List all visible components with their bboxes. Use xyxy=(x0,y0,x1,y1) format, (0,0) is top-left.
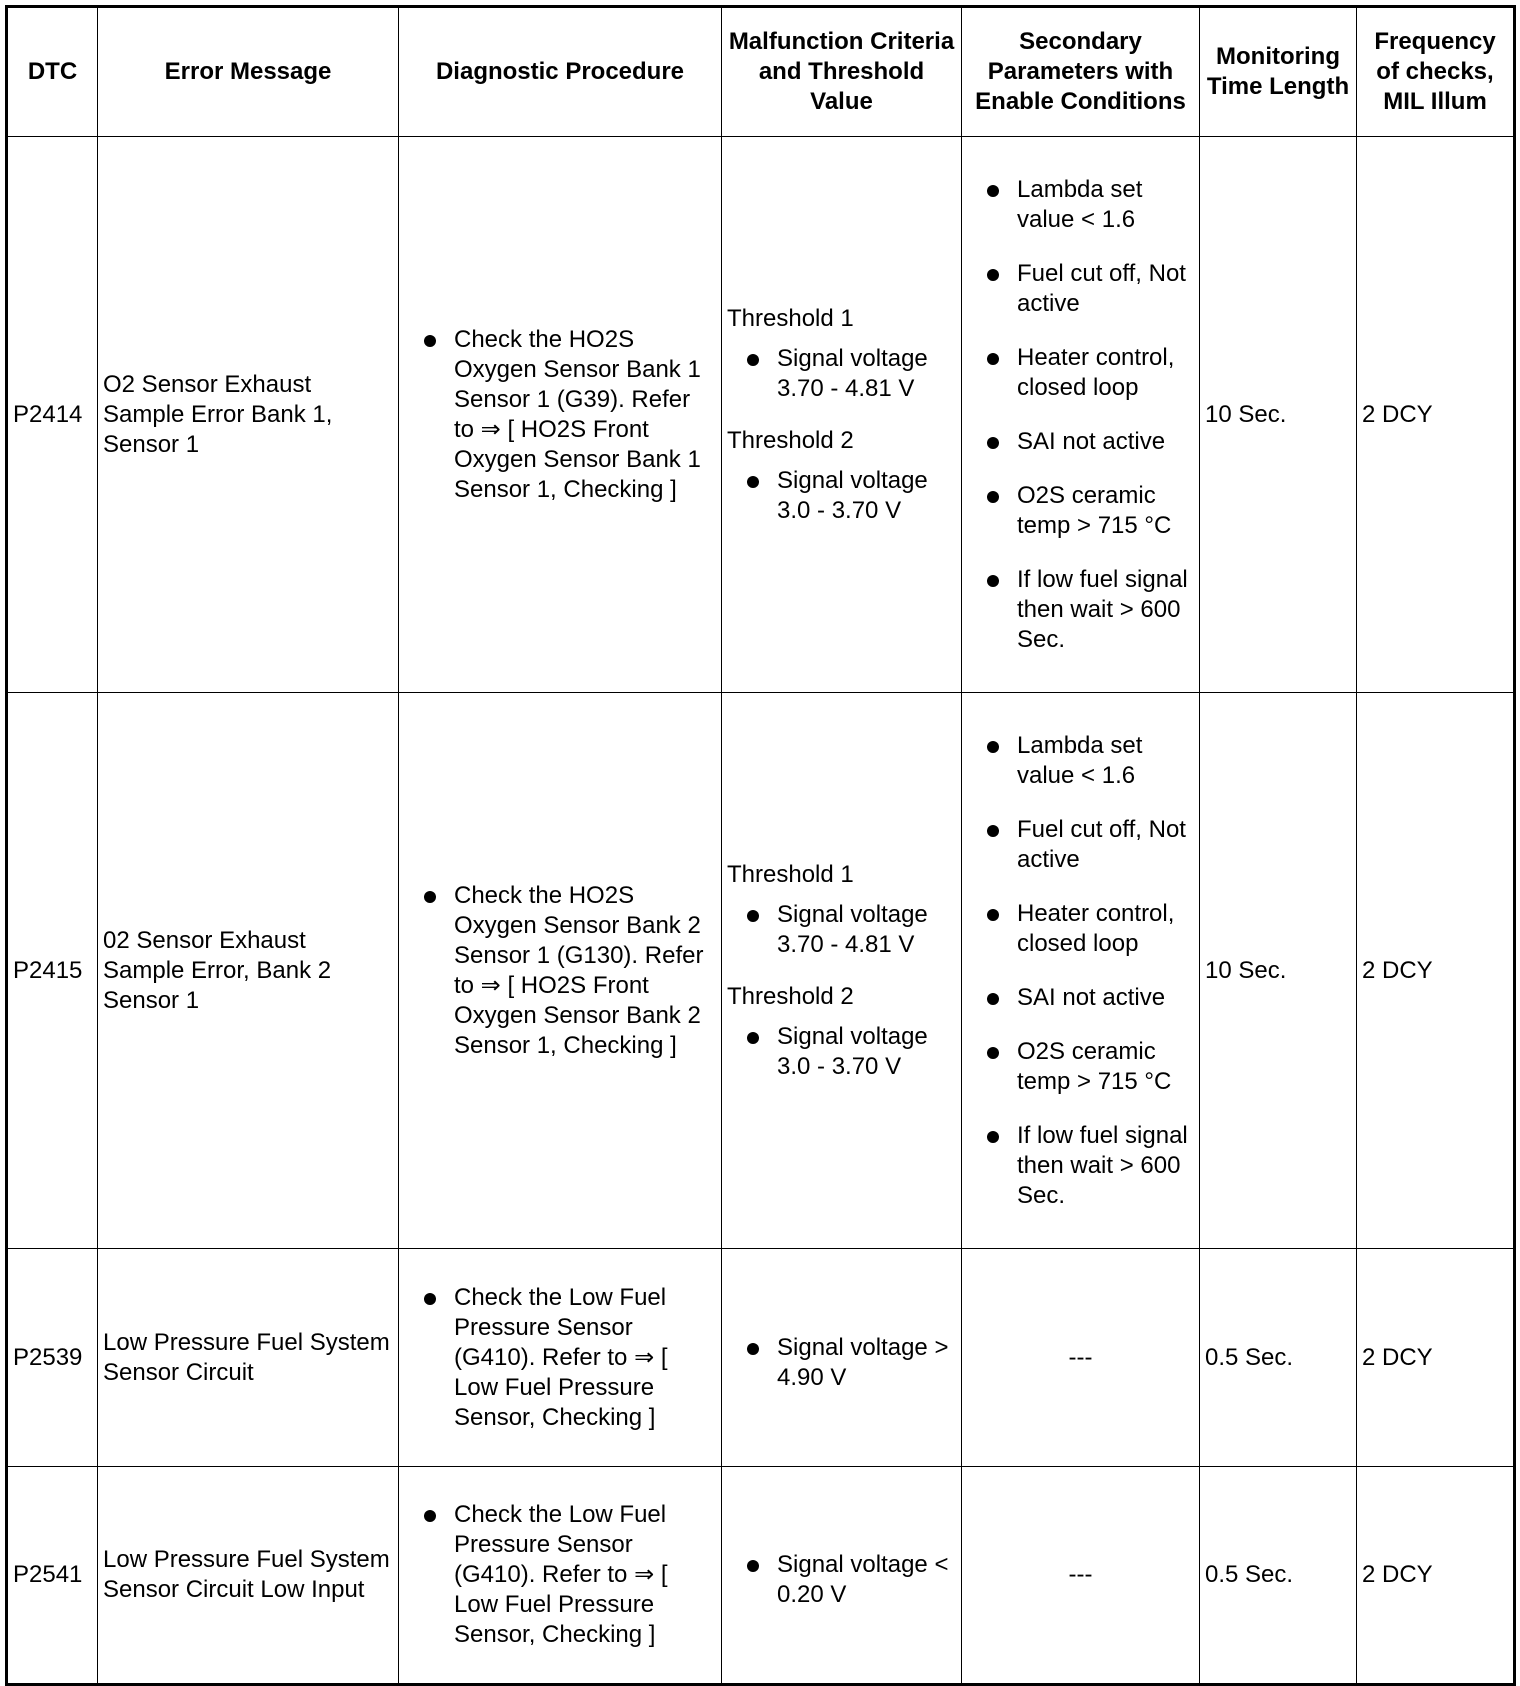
bullet-icon xyxy=(747,476,759,488)
bullet-icon xyxy=(424,1510,436,1522)
monitoring-time: 0.5 Sec. xyxy=(1200,1467,1357,1685)
bullet-icon xyxy=(987,993,999,1005)
error-message: O2 Sensor Exhaust Sample Error Bank 1, Sensor 1 xyxy=(98,137,399,693)
bullet-icon xyxy=(987,269,999,281)
header-secondary-parameters: Secondary Parameters with Enable Conditions xyxy=(962,7,1200,137)
table-row xyxy=(7,1249,1515,1467)
list-item xyxy=(967,427,1194,457)
threshold-list xyxy=(727,1022,956,1082)
bullet-icon xyxy=(424,1293,436,1305)
bullet-icon xyxy=(747,1560,759,1572)
bullet-icon xyxy=(424,335,436,347)
bullet-icon xyxy=(987,825,999,837)
table-row xyxy=(7,1467,1515,1685)
secondary-parameters: --- xyxy=(962,1249,1200,1467)
frequency: 2 DCY xyxy=(1357,693,1515,1249)
threshold-label: Threshold 2 xyxy=(727,982,854,1010)
list-item xyxy=(727,1022,956,1082)
list-item xyxy=(404,881,716,1061)
list-item xyxy=(967,1037,1194,1097)
secondary-item: If low fuel signal then wait > 600 Sec. xyxy=(1017,1121,1188,1209)
error-message: 02 Sensor Exhaust Sample Error, Bank 2 Sensor 1 xyxy=(98,693,399,1249)
header-frequency: Frequency of checks, MIL Illum xyxy=(1357,7,1515,137)
threshold-list xyxy=(727,466,956,526)
threshold-value: Signal voltage 3.0 - 3.70 V xyxy=(777,466,928,524)
secondary-item: Lambda set value < 1.6 xyxy=(1017,731,1143,789)
list-item xyxy=(967,259,1194,319)
list-item xyxy=(967,983,1194,1013)
threshold-value: Signal voltage > 4.90 V xyxy=(777,1333,949,1391)
bullet-icon xyxy=(987,353,999,365)
procedure-list xyxy=(404,1500,716,1650)
bullet-icon xyxy=(987,1131,999,1143)
header-malfunction-criteria: Malfunction Criteria and Threshold Value xyxy=(722,7,962,137)
secondary-list xyxy=(967,175,1194,655)
list-item xyxy=(727,1333,956,1393)
list-item xyxy=(967,481,1194,541)
threshold-value: Signal voltage 3.70 - 4.81 V xyxy=(777,900,928,958)
secondary-list xyxy=(967,731,1194,1211)
bullet-icon xyxy=(747,354,759,366)
header-error-message: Error Message xyxy=(98,7,399,137)
monitoring-time: 10 Sec. xyxy=(1200,693,1357,1249)
table-row xyxy=(7,693,1515,1249)
list-item xyxy=(967,1121,1194,1211)
monitoring-time: 0.5 Sec. xyxy=(1200,1249,1357,1467)
secondary-item: If low fuel signal then wait > 600 Sec. xyxy=(1017,565,1188,653)
malfunction-criteria xyxy=(722,1467,962,1685)
monitoring-time: 10 Sec. xyxy=(1200,137,1357,693)
threshold-label: Threshold 2 xyxy=(727,426,854,454)
diagnostic-procedure xyxy=(399,137,722,693)
secondary-item: Heater control, closed loop xyxy=(1017,899,1175,957)
bullet-icon xyxy=(987,185,999,197)
secondary-item: Fuel cut off, Not active xyxy=(1017,815,1186,873)
secondary-item: SAI not active xyxy=(1017,427,1166,455)
threshold-value: Signal voltage 3.70 - 4.81 V xyxy=(777,344,928,402)
dtc-code: P2539 xyxy=(7,1249,98,1467)
list-item xyxy=(967,175,1194,235)
error-message: Low Pressure Fuel System Sensor Circuit Low Input xyxy=(98,1467,399,1685)
dtc-code: P2415 xyxy=(7,693,98,1249)
bullet-icon xyxy=(987,491,999,503)
dtc-table xyxy=(5,5,1516,1686)
threshold-label: Threshold 1 xyxy=(727,860,854,888)
header-monitoring-time: Monitoring Time Length xyxy=(1200,7,1357,137)
table-row xyxy=(7,137,1515,693)
secondary-item: Fuel cut off, Not active xyxy=(1017,259,1186,317)
malfunction-criteria xyxy=(722,693,962,1249)
list-item xyxy=(404,1283,716,1433)
bullet-icon xyxy=(987,741,999,753)
procedure-text: Check the Low Fuel Pressure Sensor (G410). Refer to ⇒ [ Low Fuel Pressure Sensor, Checking ] xyxy=(454,1283,668,1431)
list-item xyxy=(727,1550,956,1610)
bullet-icon xyxy=(747,1032,759,1044)
secondary-parameters: --- xyxy=(962,1467,1200,1685)
diagnostic-procedure xyxy=(399,693,722,1249)
threshold-list xyxy=(727,1550,956,1610)
error-message: Low Pressure Fuel System Sensor Circuit xyxy=(98,1249,399,1467)
frequency: 2 DCY xyxy=(1357,1467,1515,1685)
malfunction-criteria xyxy=(722,137,962,693)
secondary-item: Heater control, closed loop xyxy=(1017,343,1175,401)
diagnostic-procedure xyxy=(399,1249,722,1467)
threshold-value: Signal voltage < 0.20 V xyxy=(777,1551,949,1608)
bullet-icon xyxy=(747,1343,759,1355)
secondary-parameters xyxy=(962,693,1200,1249)
bullet-icon xyxy=(424,891,436,903)
malfunction-criteria xyxy=(722,1249,962,1467)
bullet-icon xyxy=(987,909,999,921)
threshold-label: Threshold 1 xyxy=(727,304,854,332)
procedure-list xyxy=(404,881,716,1061)
frequency: 2 DCY xyxy=(1357,137,1515,693)
threshold-value: Signal voltage 3.0 - 3.70 V xyxy=(777,1022,928,1080)
list-item xyxy=(967,899,1194,959)
list-item xyxy=(967,815,1194,875)
procedure-list xyxy=(404,325,716,505)
secondary-item: O2S ceramic temp > 715 °C xyxy=(1017,1037,1172,1095)
bullet-icon xyxy=(987,437,999,449)
bullet-icon xyxy=(747,910,759,922)
threshold-list xyxy=(727,900,956,960)
dtc-code: P2414 xyxy=(7,137,98,693)
threshold-list xyxy=(727,344,956,404)
list-item xyxy=(404,1500,716,1650)
threshold-list xyxy=(727,1333,956,1393)
bullet-icon xyxy=(987,575,999,587)
procedure-text: Check the HO2S Oxygen Sensor Bank 1 Sensor 1 (G39). Refer to ⇒ [ HO2S Front Oxygen Sensor Bank 1 Sensor 1, Checking ] xyxy=(454,325,701,503)
secondary-item: O2S ceramic temp > 715 °C xyxy=(1017,481,1172,539)
diagnostic-procedure xyxy=(399,1467,722,1685)
secondary-item: Lambda set value < 1.6 xyxy=(1017,175,1143,233)
secondary-item: SAI not active xyxy=(1017,983,1166,1011)
header-row xyxy=(7,7,1515,137)
header-diagnostic-procedure: Diagnostic Procedure xyxy=(399,7,722,137)
procedure-text: Check the HO2S Oxygen Sensor Bank 2 Sensor 1 (G130). Refer to ⇒ [ HO2S Front Oxygen Sensor Bank 2 Sensor 1, Checking ] xyxy=(454,881,704,1059)
list-item xyxy=(727,344,956,404)
list-item xyxy=(727,466,956,526)
procedure-list xyxy=(404,1283,716,1433)
header-dtc: DTC xyxy=(7,7,98,137)
secondary-parameters xyxy=(962,137,1200,693)
list-item xyxy=(404,325,716,505)
bullet-icon xyxy=(987,1047,999,1059)
procedure-text: Check the Low Fuel Pressure Sensor (G410). Refer to ⇒ [ Low Fuel Pressure Sensor, Checking ] xyxy=(454,1501,668,1648)
list-item xyxy=(967,731,1194,791)
list-item xyxy=(727,900,956,960)
list-item xyxy=(967,343,1194,403)
frequency: 2 DCY xyxy=(1357,1249,1515,1467)
dtc-code: P2541 xyxy=(7,1467,98,1685)
list-item xyxy=(967,565,1194,655)
